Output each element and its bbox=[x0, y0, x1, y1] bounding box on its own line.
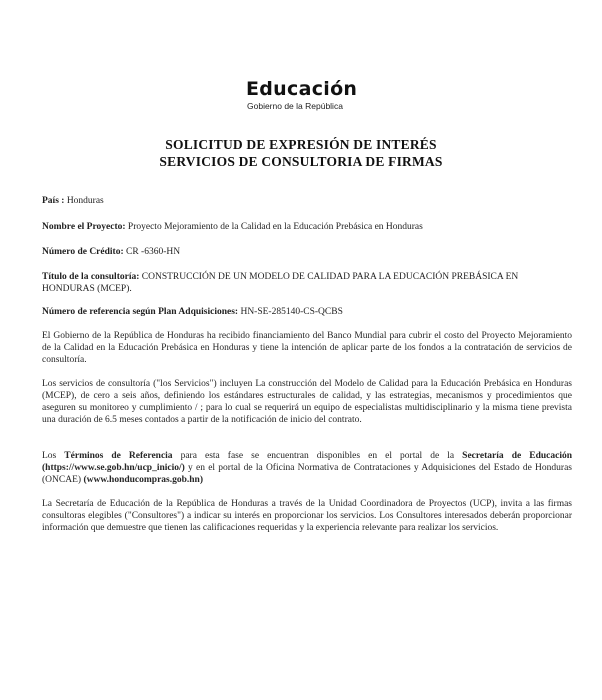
field-proyecto-value: Proyecto Mejoramiento de la Calidad en la Educación Prebásica en Honduras bbox=[127, 222, 423, 232]
terminos-text-mid1: para esta fase se encuentran disponibles en el portal de la bbox=[172, 451, 463, 461]
honducompras-link[interactable]: (www.honducompras.gob.hn) bbox=[83, 475, 204, 485]
logo-subtitle: Gobierno de la República bbox=[247, 101, 343, 111]
field-pais bbox=[42, 195, 572, 207]
terminos-text-start: Los bbox=[42, 451, 65, 461]
field-titulo-value: CONSTRUCCIÓN DE UN MODELO DE CALIDAD PARA LA EDUCACIÓN PREBÁSICA EN HONDURAS (MCEP). bbox=[42, 272, 519, 294]
field-referencia bbox=[42, 306, 572, 318]
paragraph-invitacion: La Secretaría de Educación de la República de Honduras a través de la Unidad Coordinadora de Proyectos (UCP), invita a las firmas consultoras elegibles ("Consultores") a indicar su interés en proporcionar los servicios. Los Consultores interesados deberán proporcionar información que demuestre que tienen las calificaciones requeridas y la experiencia relevante para realizar los servicios. bbox=[42, 499, 572, 533]
terminos-text-mid2: y en el portal de la Oficina Normativa de Contrataciones y Adquisiciones del Estado de Honduras (ONCAE) bbox=[42, 463, 572, 485]
field-referencia-value: HN-SE-285140-CS-QCBS bbox=[240, 307, 343, 317]
paragraph-financiamiento: El Gobierno de la República de Honduras ha recibido financiamiento del Banco Mundial para cubrir el costo del Proyecto Mejoramiento de la Calidad en la Educación Prebásica en Honduras y tiene la intención de aplicar parte de los fondos a la contratación de servicios de consultoría. bbox=[42, 331, 572, 365]
field-pais-label: País : bbox=[42, 196, 65, 206]
field-proyecto bbox=[42, 221, 572, 233]
field-proyecto-label: Nombre el Proyecto: bbox=[42, 222, 126, 232]
paragraph-servicios: Los servicios de consultoría ("los Servicios") incluyen La construcción del Modelo de Calidad para la Educación Prebásica en Honduras (MCEP), de cero a seis años, definiendo los estándares estructurales de calidad, y las estrategias, mecanismos y procedimientos que aseguren su monitoreo y cumplimiento / ; para lo cual se requerirá un equipo de especialistas multidisciplinario y la misma tiene prevista una duración de 6.5 meses contados a partir de la notificación de inicio del contrato. bbox=[42, 379, 572, 425]
document-title-line2: SERVICIOS DE CONSULTORIA DE FIRMAS bbox=[159, 154, 443, 169]
field-titulo bbox=[42, 271, 572, 295]
paragraph-terminos bbox=[42, 450, 572, 486]
education-logo bbox=[246, 78, 406, 111]
terminos-bold-label: Términos de Referencia bbox=[64, 451, 173, 461]
field-credito-label: Número de Crédito: bbox=[42, 247, 124, 257]
document-title-line1: SOLICITUD DE EXPRESIÓN DE INTERÉS bbox=[165, 137, 437, 152]
secretaria-link[interactable]: Secretaría de Educación (https://www.se.gob.hn/ucp_inicio/) bbox=[42, 451, 572, 473]
field-referencia-label: Número de referencia según Plan Adquisiciones: bbox=[42, 307, 239, 317]
field-pais-value: Honduras bbox=[66, 196, 104, 206]
field-titulo-label: Título de la consultoría: bbox=[42, 272, 140, 282]
field-credito bbox=[42, 246, 572, 258]
logo-title: Educación bbox=[246, 78, 358, 100]
field-credito-value: CR -6360-HN bbox=[126, 247, 181, 257]
